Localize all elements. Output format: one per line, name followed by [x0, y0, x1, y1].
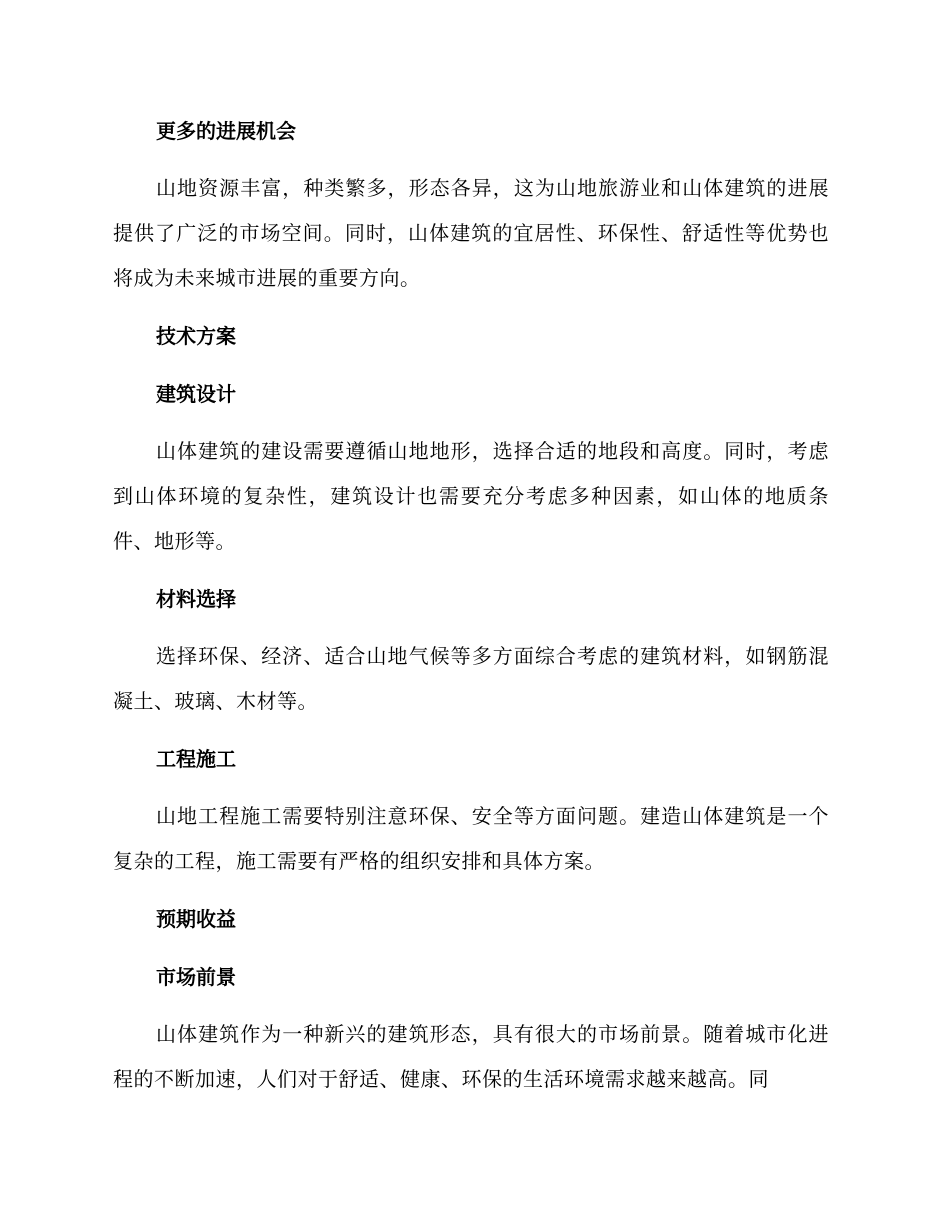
heading-architectural-design: 建筑设计 — [156, 382, 236, 406]
paragraph-mountain-resources: 山地资源丰富，种类繁多，形态各异，这为山地旅游业和山体建筑的进展提供了广泛的市场空间。同时，山体建筑的宜居性、环保性、舒适性等优势也将成为未来城市进展的重要方向。 — [113, 176, 829, 290]
heading-material-selection: 材料选择 — [156, 587, 236, 611]
paragraph-market-prospects: 山体建筑作为一种新兴的建筑形态，具有很大的市场前景。随着城市化进程的不断加速，人们对于舒适、健康、环保的生活环境需求越来越高。同 — [113, 1022, 829, 1091]
heading-technical-plan: 技术方案 — [156, 324, 236, 348]
paragraph-construction: 山地工程施工需要特别注意环保、安全等方面问题。建造山体建筑是一个复杂的工程，施工需要有严格的组织安排和具体方案。 — [113, 804, 829, 873]
document-page — [113, 108, 829, 1102]
heading-construction: 工程施工 — [156, 747, 236, 771]
heading-market-prospects: 市场前景 — [156, 965, 236, 989]
heading-expected-benefits: 预期收益 — [156, 907, 236, 931]
paragraph-architectural-design: 山体建筑的建设需要遵循山地地形，选择合适的地段和高度。同时，考虑到山体环境的复杂性，建筑设计也需要充分考虑多种因素，如山体的地质条件、地形等。 — [113, 439, 829, 553]
heading-development-opportunities: 更多的进展机会 — [156, 119, 296, 143]
paragraph-material-selection: 选择环保、经济、适合山地气候等多方面综合考虑的建筑材料，如钢筋混凝土、玻璃、木材等。 — [113, 644, 829, 713]
